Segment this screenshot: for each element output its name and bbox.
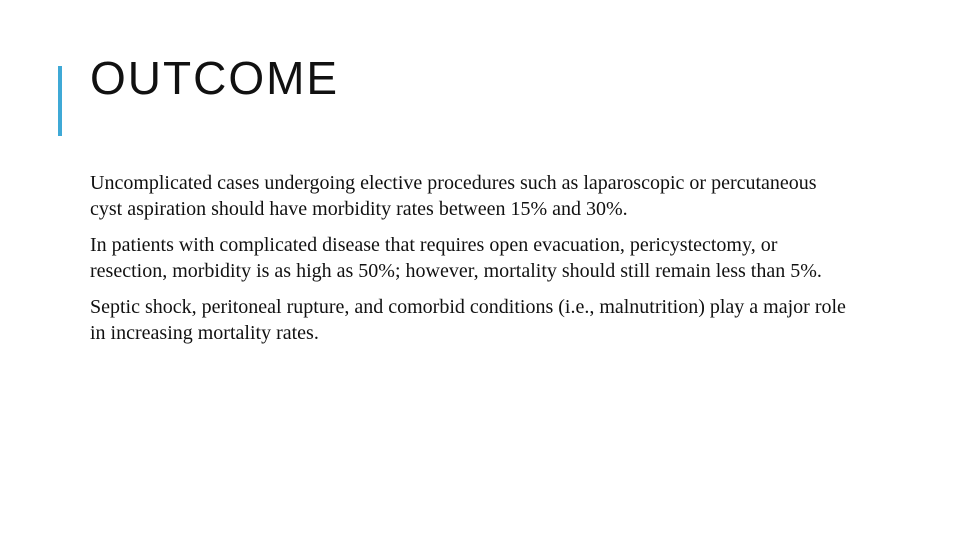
slide-title: OUTCOME [90, 52, 340, 104]
body-paragraph: In patients with complicated disease that requires open evacuation, pericystectomy, or resection, morbidity is as high as 50%; however, mortality should still remain less than 5%. [90, 234, 822, 282]
body-paragraph: Uncomplicated cases undergoing elective procedures such as laparoscopic or percutaneous cyst aspiration should have morbidity rates between 15% and 30%. [90, 172, 817, 220]
slide-body [90, 170, 850, 356]
title-accent-bar [58, 66, 62, 136]
body-paragraph: Septic shock, peritoneal rupture, and comorbid conditions (i.e., malnutrition) play a major role in increasing mortality rates. [90, 296, 846, 344]
